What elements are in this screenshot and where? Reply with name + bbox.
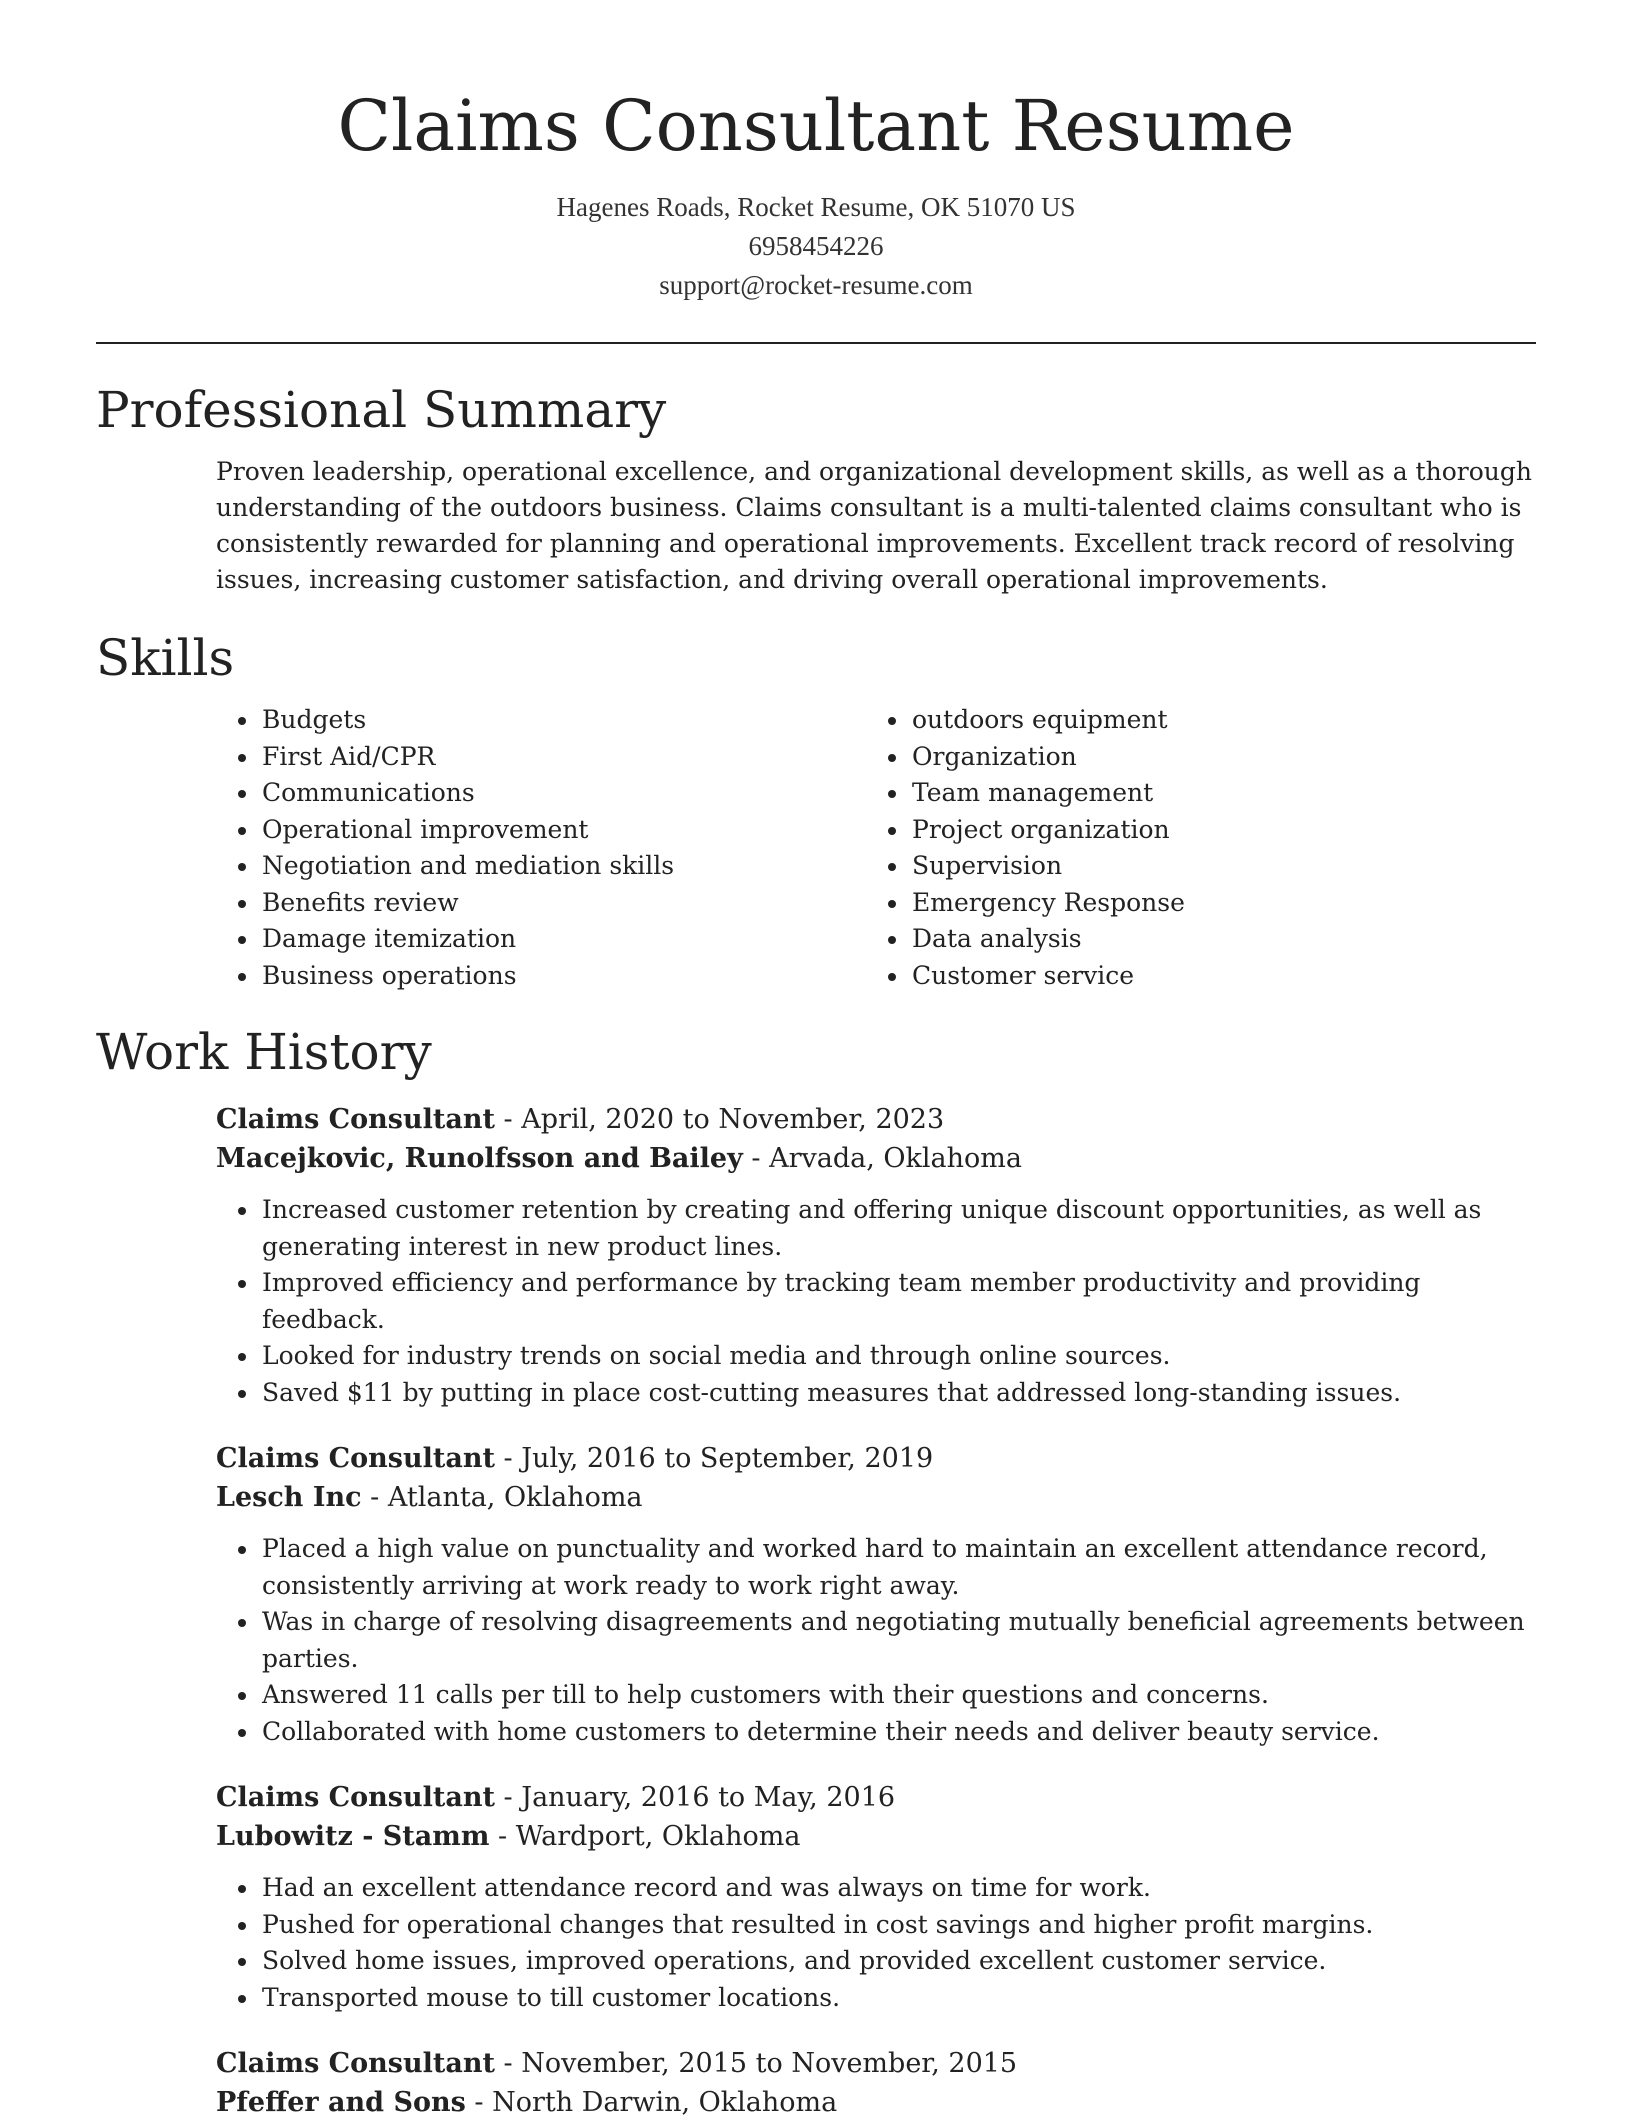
job-dates: April, 2020 to November, 2023: [521, 1104, 945, 1135]
skill-item: • Project organization: [910, 812, 1516, 849]
contact-block: [96, 188, 1536, 305]
separator: -: [494, 1104, 522, 1135]
skill-item: • Business operations: [260, 958, 866, 995]
skill-item: • Emergency Response: [910, 885, 1516, 922]
summary-text: Proven leadership, operational excellence, and organizational development skills, as well as a thorough understanding of the outdoors business. Claims consultant is a multi-talented claims consultant who is consistently rewarded for planning and operational improvements. Excellent track record of resolving issues, increasing customer satisfaction, and driving overall operational improvements.: [216, 457, 1532, 594]
summary-heading: Professional Summary: [96, 381, 667, 439]
skill-item: • outdoors equipment: [910, 702, 1516, 739]
skill-item: • Supervision: [910, 848, 1516, 885]
skill-item: • Organization: [910, 739, 1516, 776]
skill-item: • Budgets: [260, 702, 866, 739]
contact-address: Hagenes Roads, Rocket Resume, OK 51070 US: [556, 192, 1076, 222]
job-company: Lubowitz - Stamm: [216, 1821, 490, 1852]
job-title: Claims Consultant: [216, 1443, 495, 1474]
job-company-line: [216, 1139, 1536, 1178]
job-company-line: [216, 1478, 1536, 1517]
job-bullet: • Transported mouse to till customer locations.: [260, 1980, 1536, 2017]
job-bullet: • Collaborated with home customers to determine their needs and deliver beauty service.: [260, 1714, 1536, 1751]
job-bullet: • Saved $11 by putting in place cost-cutting measures that addressed long-standing issues.: [260, 1375, 1536, 1412]
skill-item: • Damage itemization: [260, 921, 866, 958]
skill-item: • First Aid/CPR: [260, 739, 866, 776]
job-location: Arvada, Oklahoma: [769, 1143, 1022, 1174]
job-bullet: • Improved efficiency and performance by tracking team member productivity and providing feedback.: [260, 1265, 1536, 1338]
skill-item: • Operational improvement: [260, 812, 866, 849]
job-bullets: [216, 1531, 1536, 1750]
page-title: Claims Consultant Resume: [337, 85, 1295, 167]
job-entry: [216, 1439, 1536, 1750]
job-bullet: • Solved home issues, improved operations, and provided excellent customer service.: [260, 1943, 1536, 1980]
job-entry: [216, 1778, 1536, 2016]
job-dates: January, 2016 to May, 2016: [521, 1782, 896, 1813]
job-company: Macejkovic, Runolfsson and Bailey: [216, 1143, 743, 1174]
skill-item: • Benefits review: [260, 885, 866, 922]
skills-list-left: [216, 702, 866, 994]
skills-heading: Skills: [96, 629, 235, 687]
skill-item: • Data analysis: [910, 921, 1516, 958]
job-bullet: • Looked for industry trends on social media and through online sources.: [260, 1338, 1536, 1375]
job-title-line: [216, 1439, 1536, 1478]
work-history-heading: Work History: [96, 1023, 432, 1081]
job-entry: [216, 2044, 1536, 2122]
job-title: Claims Consultant: [216, 1104, 495, 1135]
skills-list-right: [866, 702, 1516, 994]
job-bullet: • Increased customer retention by creating and offering unique discount opportunities, as well as generating interest in new product lines.: [260, 1192, 1536, 1265]
skills-section: [96, 628, 1536, 994]
job-bullet: • Had an excellent attendance record and was always on time for work.: [260, 1870, 1536, 1907]
separator: -: [361, 1482, 388, 1513]
contact-phone: 6958454226: [748, 231, 884, 261]
job-location: North Darwin, Oklahoma: [492, 2087, 838, 2118]
separator: -: [494, 2048, 522, 2079]
job-bullets: [216, 1870, 1536, 2016]
separator: -: [465, 2087, 493, 2118]
job-title: Claims Consultant: [216, 1782, 495, 1813]
job-bullets: [216, 1192, 1536, 1411]
job-bullet: • Was in charge of resolving disagreements and negotiating mutually beneficial agreements between parties.: [260, 1604, 1536, 1677]
separator: -: [494, 1782, 522, 1813]
separator: -: [742, 1143, 770, 1174]
resume-header: [96, 84, 1536, 305]
summary-section: [96, 380, 1536, 598]
job-title-line: [216, 1100, 1536, 1139]
work-history-section: [96, 1022, 1536, 2122]
job-title-line: [216, 2044, 1536, 2083]
separator: -: [494, 1443, 522, 1474]
job-company-line: [216, 2083, 1536, 2122]
job-location: Wardport, Oklahoma: [515, 1821, 801, 1852]
job-company: Lesch Inc: [216, 1482, 362, 1513]
job-location: Atlanta, Oklahoma: [387, 1482, 643, 1513]
job-title: Claims Consultant: [216, 2048, 495, 2079]
job-bullet: • Answered 11 calls per till to help customers with their questions and concerns.: [260, 1677, 1536, 1714]
contact-email: support@rocket-resume.com: [659, 270, 973, 300]
job-company-line: [216, 1817, 1536, 1856]
job-entry: [216, 1100, 1536, 1411]
job-title-line: [216, 1778, 1536, 1817]
skill-item: • Team management: [910, 775, 1516, 812]
skill-item: • Customer service: [910, 958, 1516, 995]
skill-item: • Negotiation and mediation skills: [260, 848, 866, 885]
job-dates: November, 2015 to November, 2015: [521, 2048, 1018, 2079]
skills-columns: [216, 702, 1536, 994]
job-company: Pfeffer and Sons: [216, 2087, 466, 2118]
header-divider: [96, 342, 1536, 344]
job-bullet: • Placed a high value on punctuality and worked hard to maintain an excellent attendance record, consistently arriving at work ready to work right away.: [260, 1531, 1536, 1604]
job-dates: July, 2016 to September, 2019: [521, 1443, 934, 1474]
skill-item: • Communications: [260, 775, 866, 812]
job-bullet: • Pushed for operational changes that resulted in cost savings and higher profit margins.: [260, 1907, 1536, 1944]
separator: -: [489, 1821, 516, 1852]
